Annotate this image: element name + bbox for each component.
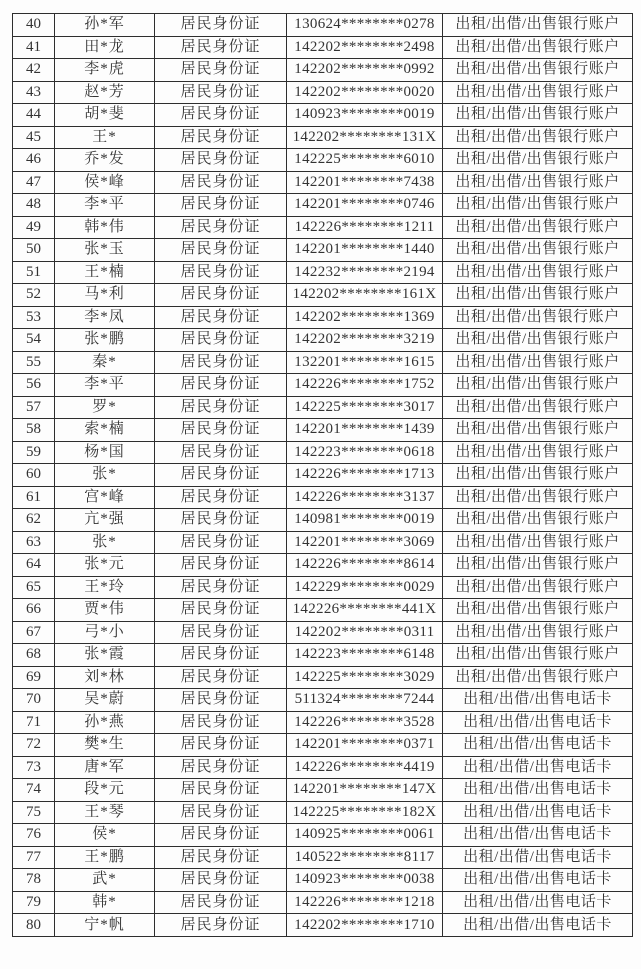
id-number-cell: 142225********3017: [287, 396, 443, 419]
row-number-cell: 66: [13, 599, 55, 622]
id-number-cell: 142229********0029: [287, 576, 443, 599]
id-number-cell: 142226********3137: [287, 486, 443, 509]
table-row: [13, 756, 633, 779]
id-number-cell: 142202********131X: [287, 126, 443, 149]
id-number-cell: 140981********0019: [287, 509, 443, 532]
id-number-cell: 511324********7244: [287, 689, 443, 712]
row-number-cell: 70: [13, 689, 55, 712]
table-row: [13, 644, 633, 667]
behavior-cell: 出租/出借/出售电话卡: [443, 734, 633, 757]
id-type-cell: 居民身份证: [155, 329, 287, 352]
id-type-cell: 居民身份证: [155, 689, 287, 712]
row-number-cell: 78: [13, 869, 55, 892]
name-cell: 张*鹏: [55, 329, 155, 352]
row-number-cell: 77: [13, 846, 55, 869]
behavior-cell: 出租/出借/出售电话卡: [443, 914, 633, 937]
table-row: [13, 869, 633, 892]
id-number-cell: 142201********0746: [287, 194, 443, 217]
id-type-cell: 居民身份证: [155, 396, 287, 419]
behavior-cell: 出租/出借/出售银行账户: [443, 599, 633, 622]
name-cell: 侯*峰: [55, 171, 155, 194]
table-row: [13, 464, 633, 487]
behavior-cell: 出租/出借/出售银行账户: [443, 36, 633, 59]
id-number-cell: 140925********0061: [287, 824, 443, 847]
behavior-cell: 出租/出借/出售银行账户: [443, 441, 633, 464]
name-cell: 李*平: [55, 374, 155, 397]
behavior-cell: 出租/出借/出售银行账户: [443, 306, 633, 329]
table-row: [13, 689, 633, 712]
id-number-cell: 142225********3029: [287, 666, 443, 689]
id-type-cell: 居民身份证: [155, 81, 287, 104]
behavior-cell: 出租/出借/出售电话卡: [443, 846, 633, 869]
behavior-cell: 出租/出借/出售银行账户: [443, 464, 633, 487]
id-number-cell: 142202********2498: [287, 36, 443, 59]
id-type-cell: 居民身份证: [155, 846, 287, 869]
name-cell: 孙*军: [55, 14, 155, 37]
name-cell: 赵*芳: [55, 81, 155, 104]
name-cell: 秦*: [55, 351, 155, 374]
behavior-cell: 出租/出借/出售银行账户: [443, 554, 633, 577]
row-number-cell: 47: [13, 171, 55, 194]
table-row: [13, 104, 633, 127]
name-cell: 王*鹏: [55, 846, 155, 869]
behavior-cell: 出租/出借/出售电话卡: [443, 689, 633, 712]
table-row: [13, 351, 633, 374]
row-number-cell: 41: [13, 36, 55, 59]
id-type-cell: 居民身份证: [155, 216, 287, 239]
behavior-cell: 出租/出借/出售银行账户: [443, 374, 633, 397]
behavior-cell: 出租/出借/出售银行账户: [443, 329, 633, 352]
name-cell: 唐*军: [55, 756, 155, 779]
id-number-cell: 142226********1752: [287, 374, 443, 397]
name-cell: 李*平: [55, 194, 155, 217]
row-number-cell: 80: [13, 914, 55, 937]
name-cell: 段*元: [55, 779, 155, 802]
row-number-cell: 53: [13, 306, 55, 329]
row-number-cell: 72: [13, 734, 55, 757]
behavior-cell: 出租/出借/出售银行账户: [443, 486, 633, 509]
row-number-cell: 67: [13, 621, 55, 644]
id-type-cell: 居民身份证: [155, 126, 287, 149]
name-cell: 武*: [55, 869, 155, 892]
name-cell: 王*玲: [55, 576, 155, 599]
name-cell: 韩*: [55, 891, 155, 914]
id-type-cell: 居民身份证: [155, 194, 287, 217]
id-number-cell: 142226********441X: [287, 599, 443, 622]
table-row: [13, 59, 633, 82]
name-cell: 杨*国: [55, 441, 155, 464]
id-type-cell: 居民身份证: [155, 284, 287, 307]
id-number-cell: 142202********3219: [287, 329, 443, 352]
name-cell: 王*琴: [55, 801, 155, 824]
row-number-cell: 44: [13, 104, 55, 127]
row-number-cell: 49: [13, 216, 55, 239]
row-number-cell: 40: [13, 14, 55, 37]
id-type-cell: 居民身份证: [155, 891, 287, 914]
id-type-cell: 居民身份证: [155, 509, 287, 532]
row-number-cell: 45: [13, 126, 55, 149]
table-row: [13, 509, 633, 532]
id-number-cell: 140522********8117: [287, 846, 443, 869]
table-row: [13, 36, 633, 59]
behavior-cell: 出租/出借/出售银行账户: [443, 351, 633, 374]
id-number-cell: 142201********7438: [287, 171, 443, 194]
id-number-cell: 142201********1440: [287, 239, 443, 262]
id-type-cell: 居民身份证: [155, 239, 287, 262]
behavior-cell: 出租/出借/出售银行账户: [443, 621, 633, 644]
id-number-cell: 142201********0371: [287, 734, 443, 757]
table-row: [13, 621, 633, 644]
name-cell: 张*玉: [55, 239, 155, 262]
table-row: [13, 306, 633, 329]
table-row: [13, 846, 633, 869]
table-row: [13, 531, 633, 554]
id-type-cell: 居民身份证: [155, 59, 287, 82]
name-cell: 侯*: [55, 824, 155, 847]
id-type-cell: 居民身份证: [155, 621, 287, 644]
table-row: [13, 261, 633, 284]
table-row: [13, 126, 633, 149]
row-number-cell: 50: [13, 239, 55, 262]
id-number-cell: 142202********1710: [287, 914, 443, 937]
behavior-cell: 出租/出借/出售银行账户: [443, 14, 633, 37]
id-number-cell: 142202********1369: [287, 306, 443, 329]
behavior-cell: 出租/出借/出售银行账户: [443, 216, 633, 239]
behavior-cell: 出租/出借/出售银行账户: [443, 104, 633, 127]
row-number-cell: 57: [13, 396, 55, 419]
id-type-cell: 居民身份证: [155, 576, 287, 599]
row-number-cell: 68: [13, 644, 55, 667]
id-number-cell: 142226********8614: [287, 554, 443, 577]
id-type-cell: 居民身份证: [155, 801, 287, 824]
row-number-cell: 59: [13, 441, 55, 464]
behavior-cell: 出租/出借/出售银行账户: [443, 239, 633, 262]
id-number-cell: 140923********0038: [287, 869, 443, 892]
id-type-cell: 居民身份证: [155, 464, 287, 487]
violators-table: [12, 13, 633, 937]
row-number-cell: 79: [13, 891, 55, 914]
row-number-cell: 75: [13, 801, 55, 824]
id-type-cell: 居民身份证: [155, 171, 287, 194]
table-row: [13, 576, 633, 599]
name-cell: 胡*斐: [55, 104, 155, 127]
id-number-cell: 140923********0019: [287, 104, 443, 127]
row-number-cell: 52: [13, 284, 55, 307]
name-cell: 马*利: [55, 284, 155, 307]
name-cell: 宁*帆: [55, 914, 155, 937]
id-type-cell: 居民身份证: [155, 14, 287, 37]
behavior-cell: 出租/出借/出售电话卡: [443, 779, 633, 802]
behavior-cell: 出租/出借/出售电话卡: [443, 756, 633, 779]
name-cell: 弓*小: [55, 621, 155, 644]
id-number-cell: 142225********182X: [287, 801, 443, 824]
table-row: [13, 599, 633, 622]
row-number-cell: 48: [13, 194, 55, 217]
name-cell: 亢*强: [55, 509, 155, 532]
table-row: [13, 329, 633, 352]
table-row: [13, 374, 633, 397]
id-number-cell: 142223********0618: [287, 441, 443, 464]
name-cell: 樊*生: [55, 734, 155, 757]
id-number-cell: 142202********0020: [287, 81, 443, 104]
id-number-cell: 142226********1218: [287, 891, 443, 914]
id-type-cell: 居民身份证: [155, 914, 287, 937]
row-number-cell: 61: [13, 486, 55, 509]
name-cell: 贾*伟: [55, 599, 155, 622]
behavior-cell: 出租/出借/出售银行账户: [443, 126, 633, 149]
name-cell: 乔*发: [55, 149, 155, 172]
id-type-cell: 居民身份证: [155, 374, 287, 397]
id-type-cell: 居民身份证: [155, 824, 287, 847]
row-number-cell: 71: [13, 711, 55, 734]
name-cell: 张*: [55, 531, 155, 554]
id-type-cell: 居民身份证: [155, 711, 287, 734]
id-number-cell: 142223********6148: [287, 644, 443, 667]
id-number-cell: 142202********161X: [287, 284, 443, 307]
behavior-cell: 出租/出借/出售银行账户: [443, 171, 633, 194]
name-cell: 吴*蔚: [55, 689, 155, 712]
table-row: [13, 194, 633, 217]
row-number-cell: 55: [13, 351, 55, 374]
id-number-cell: 142226********4419: [287, 756, 443, 779]
table-row: [13, 914, 633, 937]
id-type-cell: 居民身份证: [155, 419, 287, 442]
name-cell: 宫*峰: [55, 486, 155, 509]
row-number-cell: 43: [13, 81, 55, 104]
id-type-cell: 居民身份证: [155, 869, 287, 892]
id-number-cell: 142202********0311: [287, 621, 443, 644]
row-number-cell: 54: [13, 329, 55, 352]
name-cell: 张*: [55, 464, 155, 487]
id-type-cell: 居民身份证: [155, 306, 287, 329]
id-type-cell: 居民身份证: [155, 779, 287, 802]
table-row: [13, 711, 633, 734]
id-type-cell: 居民身份证: [155, 351, 287, 374]
row-number-cell: 42: [13, 59, 55, 82]
id-type-cell: 居民身份证: [155, 36, 287, 59]
table-row: [13, 149, 633, 172]
id-number-cell: 142202********0992: [287, 59, 443, 82]
table-row: [13, 824, 633, 847]
violators-table-body: [13, 14, 633, 937]
behavior-cell: 出租/出借/出售银行账户: [443, 531, 633, 554]
table-row: [13, 486, 633, 509]
table-row: [13, 396, 633, 419]
row-number-cell: 62: [13, 509, 55, 532]
behavior-cell: 出租/出借/出售银行账户: [443, 81, 633, 104]
id-number-cell: 132201********1615: [287, 351, 443, 374]
table-row: [13, 216, 633, 239]
id-number-cell: 142232********2194: [287, 261, 443, 284]
row-number-cell: 63: [13, 531, 55, 554]
id-type-cell: 居民身份证: [155, 261, 287, 284]
behavior-cell: 出租/出借/出售银行账户: [443, 509, 633, 532]
id-type-cell: 居民身份证: [155, 531, 287, 554]
id-number-cell: 142201********147X: [287, 779, 443, 802]
id-type-cell: 居民身份证: [155, 734, 287, 757]
behavior-cell: 出租/出借/出售银行账户: [443, 59, 633, 82]
id-type-cell: 居民身份证: [155, 104, 287, 127]
id-type-cell: 居民身份证: [155, 644, 287, 667]
row-number-cell: 60: [13, 464, 55, 487]
behavior-cell: 出租/出借/出售电话卡: [443, 711, 633, 734]
name-cell: 李*凤: [55, 306, 155, 329]
behavior-cell: 出租/出借/出售银行账户: [443, 419, 633, 442]
id-type-cell: 居民身份证: [155, 756, 287, 779]
id-type-cell: 居民身份证: [155, 554, 287, 577]
name-cell: 田*龙: [55, 36, 155, 59]
behavior-cell: 出租/出借/出售电话卡: [443, 869, 633, 892]
behavior-cell: 出租/出借/出售银行账户: [443, 261, 633, 284]
id-number-cell: 142226********1713: [287, 464, 443, 487]
table-row: [13, 14, 633, 37]
id-number-cell: 142225********6010: [287, 149, 443, 172]
id-type-cell: 居民身份证: [155, 599, 287, 622]
row-number-cell: 56: [13, 374, 55, 397]
table-row: [13, 779, 633, 802]
behavior-cell: 出租/出借/出售银行账户: [443, 666, 633, 689]
name-cell: 罗*: [55, 396, 155, 419]
behavior-cell: 出租/出借/出售银行账户: [443, 396, 633, 419]
behavior-cell: 出租/出借/出售银行账户: [443, 576, 633, 599]
name-cell: 李*虎: [55, 59, 155, 82]
table-row: [13, 284, 633, 307]
id-type-cell: 居民身份证: [155, 441, 287, 464]
name-cell: 王*: [55, 126, 155, 149]
name-cell: 索*楠: [55, 419, 155, 442]
table-row: [13, 81, 633, 104]
table-row: [13, 666, 633, 689]
name-cell: 孙*燕: [55, 711, 155, 734]
id-type-cell: 居民身份证: [155, 666, 287, 689]
id-number-cell: 142201********3069: [287, 531, 443, 554]
table-row: [13, 801, 633, 824]
id-type-cell: 居民身份证: [155, 149, 287, 172]
row-number-cell: 74: [13, 779, 55, 802]
name-cell: 韩*伟: [55, 216, 155, 239]
row-number-cell: 76: [13, 824, 55, 847]
name-cell: 王*楠: [55, 261, 155, 284]
table-row: [13, 239, 633, 262]
table-row: [13, 419, 633, 442]
behavior-cell: 出租/出借/出售电话卡: [443, 801, 633, 824]
table-row: [13, 734, 633, 757]
behavior-cell: 出租/出借/出售电话卡: [443, 824, 633, 847]
behavior-cell: 出租/出借/出售银行账户: [443, 284, 633, 307]
behavior-cell: 出租/出借/出售电话卡: [443, 891, 633, 914]
row-number-cell: 46: [13, 149, 55, 172]
id-type-cell: 居民身份证: [155, 486, 287, 509]
row-number-cell: 51: [13, 261, 55, 284]
id-number-cell: 142226********1211: [287, 216, 443, 239]
table-row: [13, 171, 633, 194]
id-number-cell: 130624********0278: [287, 14, 443, 37]
name-cell: 张*元: [55, 554, 155, 577]
name-cell: 张*霞: [55, 644, 155, 667]
table-row: [13, 891, 633, 914]
row-number-cell: 73: [13, 756, 55, 779]
name-cell: 刘*林: [55, 666, 155, 689]
behavior-cell: 出租/出借/出售银行账户: [443, 644, 633, 667]
table-row: [13, 554, 633, 577]
table-row: [13, 441, 633, 464]
behavior-cell: 出租/出借/出售银行账户: [443, 194, 633, 217]
row-number-cell: 58: [13, 419, 55, 442]
id-number-cell: 142226********3528: [287, 711, 443, 734]
row-number-cell: 69: [13, 666, 55, 689]
id-number-cell: 142201********1439: [287, 419, 443, 442]
row-number-cell: 64: [13, 554, 55, 577]
row-number-cell: 65: [13, 576, 55, 599]
behavior-cell: 出租/出借/出售银行账户: [443, 149, 633, 172]
